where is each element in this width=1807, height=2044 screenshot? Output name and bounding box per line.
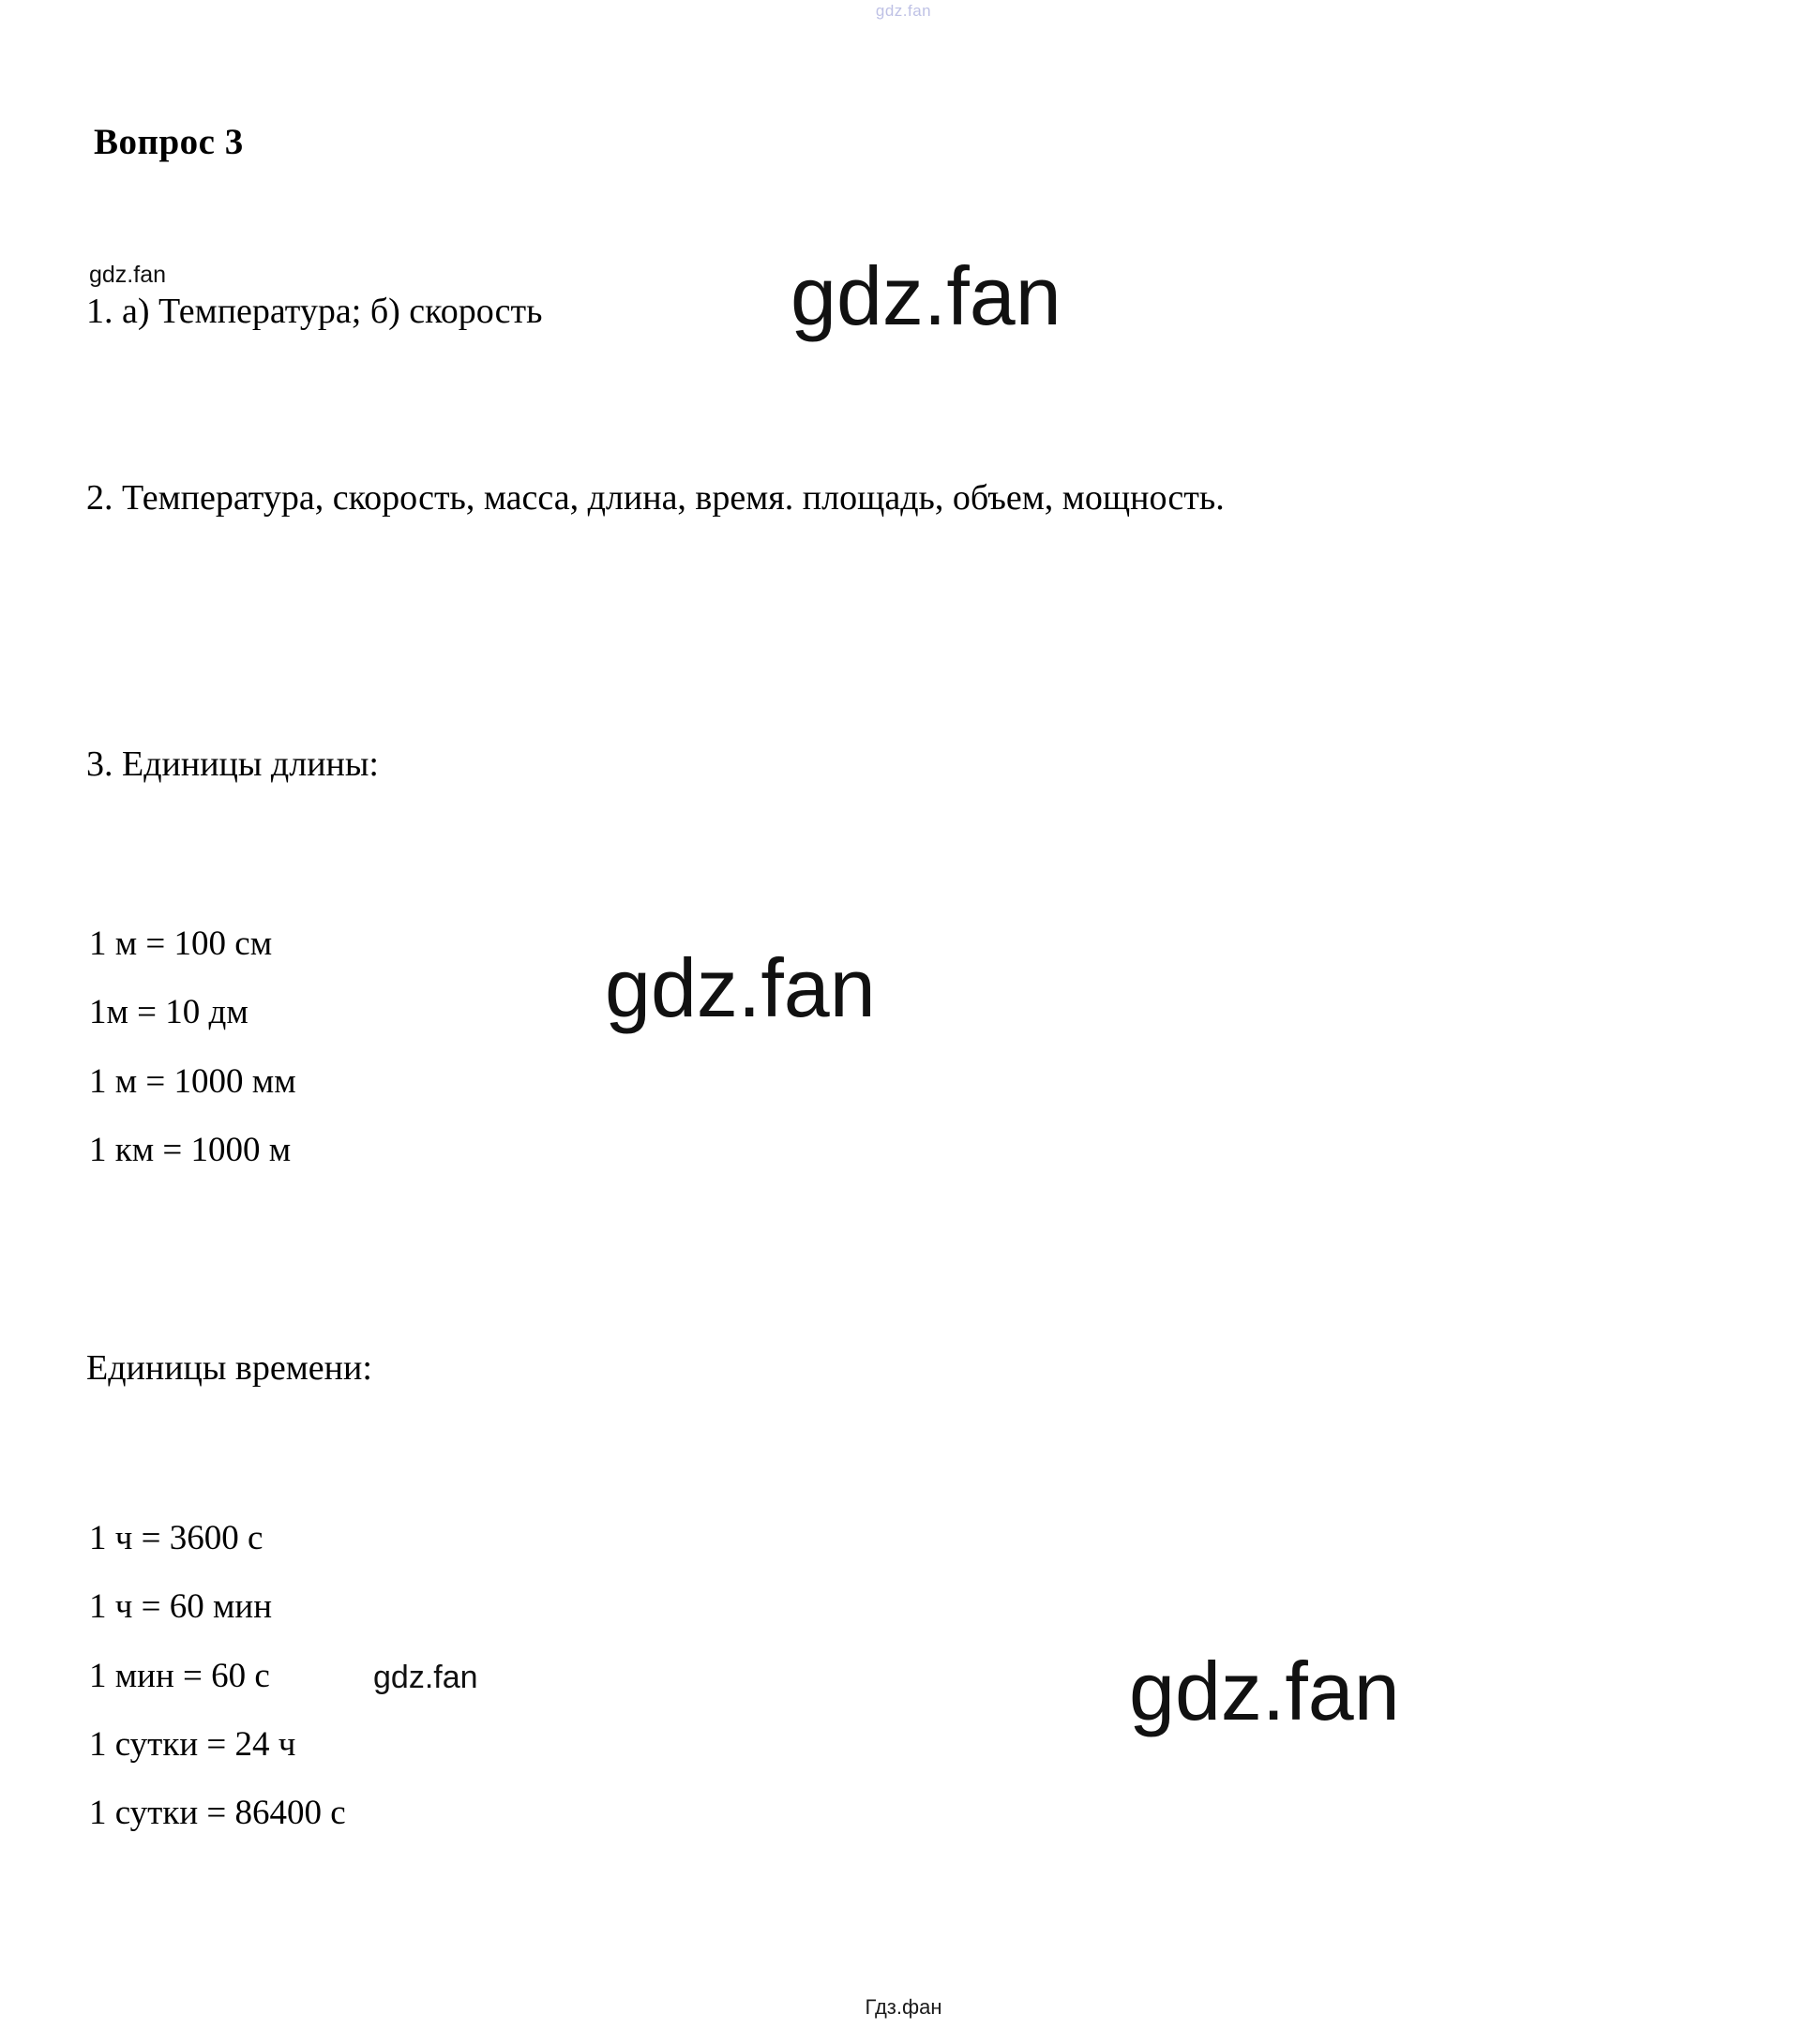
length-units-list [89,917,296,1192]
watermark-big-2: gdz.fan [605,941,876,1034]
list-item: 1 м = 100 см [89,924,273,963]
page-title: Вопрос 3 [94,122,244,162]
list-item: 1 мин = 60 с [89,1656,270,1695]
list-item: 1 м = 1000 мм [89,1061,296,1101]
watermark-bottom: Гдз.фан [865,1995,942,2019]
time-units-heading: Единицы времени: [86,1348,372,1388]
list-item: 1м = 10 дм [89,993,248,1032]
watermark-top: gdz.fan [875,2,932,20]
watermark-big-1: gdz.fan [791,249,1062,342]
watermark-small-1: gdz.fan [89,262,167,288]
answer-item-1: 1. а) Температура; б) скорость [86,292,543,331]
watermark-small-2: gdz.fan [373,1660,478,1695]
list-item: 1 сутки = 24 ч [89,1725,296,1765]
time-units-list [89,1511,346,1856]
watermark-big-3: gdz.fan [1129,1645,1400,1737]
answer-item-2: 2. Температура, скорость, масса, длина, время. площадь, объем, мощность. [86,478,1225,518]
list-item: 1 сутки = 86400 с [89,1794,346,1833]
list-item: 1 км = 1000 м [89,1131,292,1170]
list-item: 1 ч = 3600 с [89,1519,264,1557]
list-item: 1 ч = 60 мин [89,1587,272,1627]
answer-item-3-heading: 3. Единицы длины: [86,744,379,784]
